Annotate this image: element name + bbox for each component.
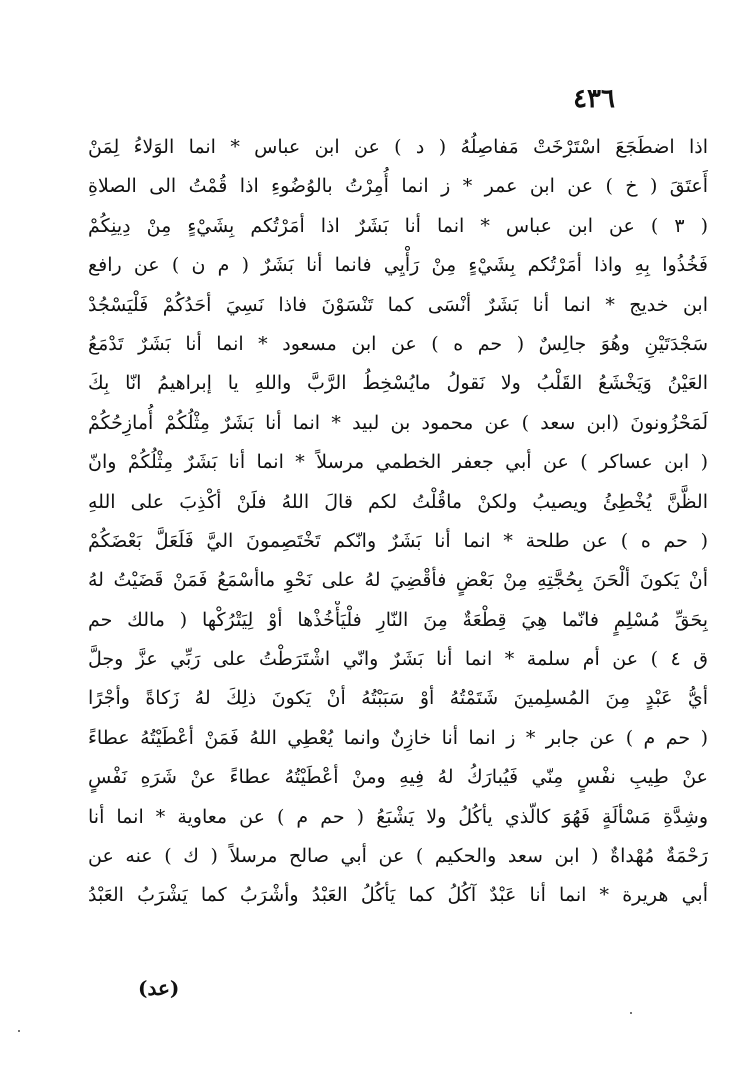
page-number: ٤٣٦ xyxy=(573,84,615,114)
signature-mark: (عد) xyxy=(138,976,180,1000)
text-line: ( ٣ ) عن ابن عباس * انما أنا بَشَرٌ اذا أمَرْتُكم بِشَيْءٍ مِنْ دِينِكُمْ xyxy=(88,214,708,237)
text-line: ( ابن عساكر ) عن أبي جعفر الخطمي مرسلاً * انما أنا بَشَرٌ مِثْلُكُمْ وانّ xyxy=(88,451,708,474)
text-line: سَجْدَتَيْنِ وهُوَ جالِسٌ ( حم ه ) عن ابن مسعود * انما أنا بَشَرٌ تَدْمَعُ xyxy=(88,332,708,355)
text-line: وشِدَّةِ مَسْألَةٍ فَهُوَ كالّذي يأكُلُ ولا يَشْبَعُ ( حم م ) عن معاوية * انما أنا xyxy=(88,805,708,828)
text-line: ( حم م ) عن جابر * ز انما أنا خازِنٌ وانما يُعْطِي اللهُ فَمَنْ أعْطَيْتُهُ عطاءً xyxy=(88,726,708,749)
text-line: عنْ طِيبِ نفْسٍ مِنّي فَيُبارَكُ لهُ فِيهِ ومنْ أعْطَيْتُهُ عطاءً عنْ شَرَهِ نَفْسٍ xyxy=(88,766,708,789)
text-line: أنْ يَكونَ ألْحَنَ بِحُجَّتِهِ مِنْ بَعْضٍ فأقْضِيَ لهُ على نَحْوِ ماأسْمَعُ فَمَنْ قَضَيْتُ لهُ xyxy=(88,569,708,592)
text-line: العَيْنُ وَيَخْشَعُ القَلْبُ ولا نَقولُ مايُسْخِطُ الرَّبَّ واللهِ يا إبراهيمُ انّا بِكَ xyxy=(88,372,708,395)
text-line: اذا اضطَجَعَ اسْتَرْخَتْ مَفاصِلُهُ ( د ) عن ابن عباس * انما الوَلاءُ لِمَنْ xyxy=(88,136,708,158)
text-line: أيُّ عَبْدٍ مِنَ المُسلِمينَ شَتَمْتُهُ أوْ سَبَبْتُهُ أنْ يَكونَ ذلِكَ لهُ زَكاةً وأجْرًا xyxy=(88,687,708,710)
text-line: أَعتَقَ ( خ ) عن ابن عمر * ز انما أُمِرْتُ بالوُضُوءِ اذا قُمْتُ الى الصلاةِ xyxy=(88,175,708,198)
hadith-text-block xyxy=(88,128,708,916)
text-line: ق ٤ ) عن أم سلمة * انما أنا بَشَرٌ وانّي اشْتَرَطْتُ على رَبِّي عزَّ وجلَّ xyxy=(88,648,708,671)
text-line: بِحَقِّ مُسْلِمٍ فانّما هِيَ قِطْعَةٌ مِنَ النّارِ فلْيَأْخُذْها أوْ لِيَتْرُكْها ( مالك حم xyxy=(88,608,708,631)
scan-speck xyxy=(18,1030,20,1032)
scan-speck xyxy=(630,1012,632,1014)
text-line: ( حم ه ) عن طلحة * انما أنا بَشَرٌ وانّكم تَخْتَصِمونَ اليَّ فَلَعَلَّ بَعْضَكُمْ xyxy=(88,529,708,552)
text-line: لَمَحْزُونونَ (ابن سعد ) عن محمود بن لبيد * انما أنا بَشَرٌ مِثْلُكُمْ أُمازِحُكُمْ xyxy=(88,411,708,434)
text-line: فَخُذُوا بِهِ واذا أمَرْتُكم بِشَيْءٍ مِنْ رَأْيِي فانما أنا بَشَرٌ ( م ن ) عن رافع xyxy=(88,254,708,277)
text-line: ابن خديج * انما أنا بَشَرٌ أنْسَى كما تَنْسَوْنَ فاذا نَسِيَ أحَدُكُمْ فَلْيَسْجُدْ xyxy=(88,293,708,316)
text-line: الظَّنَّ يُخْطِئُ ويصيبُ ولكنْ ماقُلْتُ لكم قالَ اللهُ فلَنْ أكْذِبَ على اللهِ xyxy=(88,490,708,513)
text-line: أبي هريرة * انما أنا عَبْدٌ آكُلُ كما يَأكُلُ العَبْدُ وأشْرَبُ كما يَشْرَبُ العَبْدُ xyxy=(88,884,708,907)
text-line: رَحْمَةٌ مُهْداةٌ ( ابن سعد والحكيم ) عن أبي صالح مرسلاً ( ك ) عنه عن xyxy=(88,845,708,868)
